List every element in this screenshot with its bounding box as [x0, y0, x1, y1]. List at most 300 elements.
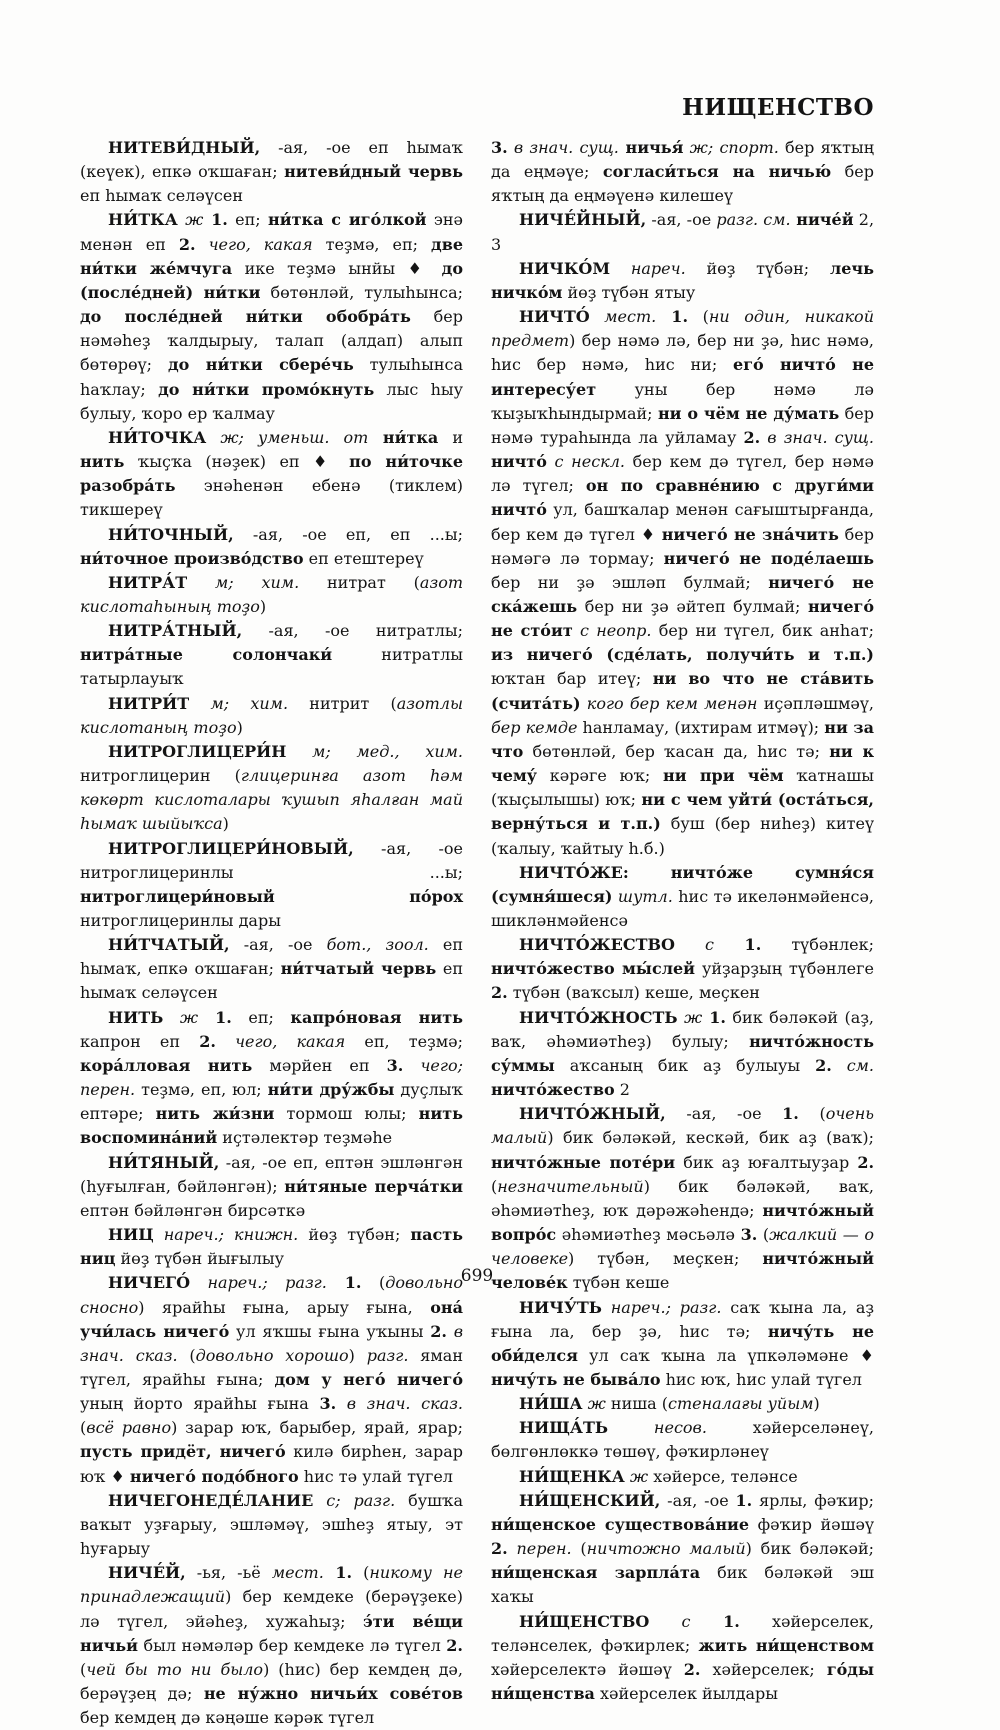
text-run: пусть придёт, ничего́ [80, 1442, 286, 1462]
text-run: 3. [386, 1055, 404, 1075]
text-run: нареч. [610, 258, 686, 278]
dictionary-entry [491, 257, 874, 305]
text-run: түбән кеше [567, 1273, 670, 1293]
text-run: энә менән еп [80, 210, 463, 254]
text-run: 2. [491, 983, 508, 1003]
text-run: ҡыҫҡа (нәҙек) еп ♦ [124, 452, 350, 472]
headword: НИТРОГЛИЦЕРИ́НОВЫЙ, [108, 838, 354, 858]
dictionary-entry [80, 933, 463, 1005]
text-run: с; разг. [313, 1490, 396, 1510]
text-run: капрон еп [80, 1031, 200, 1051]
text-run: -ая, -ое нитроглицеринлы ...ы; [80, 838, 463, 882]
text-run: нитроглицери́новый по́рох [80, 886, 463, 906]
text-run: две ни́тки же́мчуга [80, 234, 464, 278]
text-run: һис тә улай түгел [298, 1466, 453, 1486]
text-run: нареч.; книжн. [153, 1225, 299, 1245]
text-run: -ая, -ое нитратлы; [242, 621, 463, 641]
text-run: -ая, -ое [646, 210, 717, 230]
dictionary-entry [80, 1006, 463, 1151]
text-run: ничего́ не сто́ит [491, 596, 874, 641]
text-run: ) [259, 596, 267, 616]
text-run: ниша ( [605, 1394, 668, 1414]
dictionary-entry [491, 1489, 874, 1610]
dictionary-entry [491, 1465, 874, 1489]
text-run: разг. см. [716, 210, 791, 230]
text-run: ни о чём не ду́мать [657, 403, 840, 423]
text-run: уны бер нәмә лә ҡыҙыҡһындырмай; [491, 379, 874, 423]
dictionary-entry [80, 1271, 463, 1488]
text-run: ике теҙмә ынйы ♦ [232, 258, 442, 278]
text-run: см. [831, 1055, 875, 1075]
text-run: 1. [323, 1563, 353, 1583]
text-run: бер нәмәһеҙ ҡалдырыу, талап (алдап) алып бөтөрөү; [80, 307, 463, 375]
text-run: 2, 3 [491, 210, 875, 254]
headword: НИ́ТЧАТЫЙ, [108, 935, 230, 955]
headword: 3. [491, 138, 508, 157]
text-run: ул саҡ ҡына ла үпкәләмәне ♦ [577, 1345, 874, 1365]
text-run: бик бәләкәй эш хаҡы [491, 1563, 874, 1607]
headword: НИЧТО́ЖНОСТЬ [519, 1007, 678, 1027]
text-run: бөтөнләй, тулыһынса; [260, 282, 463, 302]
text-run: чей бы то ни было [86, 1659, 264, 1679]
headword: НИТРИ́Т [108, 693, 190, 713]
text-run: ж; уменьш. от [206, 427, 369, 447]
text-run: из ничего́ (сде́лать, получи́ть и т.п.) [491, 645, 874, 665]
text-run: -ая, -ое еп, ептән эшләнгән (һуғылған, бәйләнгән); [80, 1152, 463, 1196]
text-run: ) зарар юҡ, барыбер, ярай, ярар; [171, 1418, 463, 1438]
text-run: разг. [366, 1345, 409, 1365]
text-run: нареч.; разг. [190, 1273, 327, 1293]
text-run: әһәмиәтһеҙ мәсьәлә [556, 1225, 741, 1245]
text-run: 1. [326, 1273, 362, 1293]
text-run: в знач. сказ. [80, 1321, 464, 1365]
headword: НИЧКО́М [519, 258, 611, 278]
text-run: теҙмә, еп, юл; [135, 1080, 268, 1100]
text-run: -ая, -ое еп һымаҡ (кеүек), епкә оҡшаған; [80, 138, 463, 182]
headword: НИЦ [108, 1225, 154, 1245]
text-run: 2. [857, 1152, 875, 1172]
headword: НИТЬ [108, 1007, 164, 1027]
text-run: ) [348, 1345, 367, 1365]
text-run: дуҫлыҡ ептәре; [80, 1080, 464, 1124]
text-run: го́ды ни́щенства [491, 1659, 874, 1703]
running-head: НИЩЕНСТВО [682, 94, 874, 121]
text-run: бер ни ҙә эшләп булмай; [491, 572, 769, 592]
text-run: ничтожно малый [586, 1539, 746, 1559]
headword: НИЧЕ́Й, [108, 1563, 186, 1583]
text-run: буш (бер ниһеҙ) китеү (ҡалыу, ҡайтыу һ.б.) [491, 814, 874, 858]
headword: НИТРА́ТНЫЙ, [108, 621, 243, 641]
text-run: бер яҡтың да еңмәүе; [491, 138, 874, 182]
text-run: бик аҙ юғалтыуҙар [675, 1152, 858, 1172]
text-run: энәһенән ебенә (тиклем) тикшереү [80, 476, 463, 520]
text-run: глицеринға азот һәм көкөрт кислоталары ҡушып яһалған май һымаҡ шыйыҡса [80, 766, 464, 834]
headword: НИЧТО́ЖНЫЙ, [519, 1104, 666, 1124]
text-run: еп етештереү [303, 548, 424, 568]
text-run: ни один, никакой предмет [491, 307, 874, 351]
text-run: -ая, -ое [665, 1104, 783, 1124]
text-run: бөтөнләй, бер ҡасан да, һис тә; [523, 741, 830, 761]
text-run: тулыһынса һаҡлау; [80, 355, 464, 399]
text-run: бот., зоол. [326, 935, 429, 955]
text-run: она́ учи́лась ничего́ [80, 1297, 463, 1341]
dictionary-entry [491, 136, 874, 208]
text-run: нитрат ( [299, 572, 420, 592]
text-run: йөҙ түбән; [685, 258, 830, 278]
text-run: в знач. сущ. [760, 427, 874, 447]
text-run: он по сравне́нию с други́ми ничто́ [491, 476, 875, 520]
text-run: ничего́ не зна́чить [661, 524, 839, 544]
text-run: хәйерселек, теләнселек, фәҡирлек; [491, 1611, 875, 1655]
text-run: хәйерсе, теләнсе [648, 1466, 798, 1486]
text-run: бер нәмә тураһында ла уйламау [491, 403, 875, 447]
text-run: перен. [507, 1539, 572, 1559]
headword: НИТРОГЛИЦЕРИ́Н [108, 741, 287, 761]
text-run: ( [177, 1345, 196, 1365]
text-run: бер нәмәгә лә тормау; [491, 524, 874, 568]
text-run: 1. [690, 1611, 740, 1631]
text-run: уның йорто ярайһы ғына [80, 1394, 320, 1414]
text-run: 2. [743, 427, 761, 447]
text-run: -ья, -ьё [185, 1563, 272, 1583]
text-run: ни́тка с иго́лкой [268, 210, 427, 230]
dictionary-entry [80, 1489, 463, 1561]
text-run: ж [582, 1394, 606, 1414]
text-run: нитратлы татырлауыҡ [80, 645, 463, 689]
text-run: -ая, -ое [660, 1490, 736, 1510]
text-run: килә бирһен, зарар юҡ ♦ [80, 1442, 463, 1486]
dictionary-entry [491, 1006, 874, 1103]
text-run: в знач. сущ. [507, 138, 619, 157]
dictionary-entry [80, 619, 463, 691]
text-run: нитеви́дный червь [284, 162, 464, 182]
dictionary-entry [491, 1296, 874, 1393]
text-run: лыс һыу булыу, ҡоро ер ҡалмау [80, 379, 464, 423]
dictionary-entry [491, 305, 874, 861]
text-run: саҡ ҡына ла, аҙ ғына ла, бер ҙә, һис тә; [491, 1297, 874, 1341]
headword: НИЩА́ТЬ [519, 1418, 609, 1438]
headword: НИЧЕГОНЕДЕ́ЛАНИЕ [108, 1490, 314, 1510]
text-run: мест. [271, 1563, 324, 1583]
text-run: һис юҡ, һис улай түгел [660, 1369, 862, 1389]
text-run: ) [813, 1394, 820, 1414]
text-run: 2. [683, 1659, 701, 1679]
text-run: 2. [815, 1055, 832, 1075]
dictionary-entry [80, 1561, 463, 1730]
dictionary-entry [80, 571, 463, 619]
text-run: -ая, -ое [229, 935, 327, 955]
text-run: ( [571, 1539, 587, 1559]
text-run: нареч.; разг. [601, 1297, 722, 1317]
text-run: бик бәләкәй (аҙ, ваҡ, әһәмиәтһеҙ) булыу; [491, 1007, 874, 1051]
text-run: ( [757, 1225, 770, 1245]
headword: НИЧТО́ [519, 307, 590, 327]
text-run: жалкий — о человеке [491, 1225, 874, 1269]
text-run: ул, башҡалар менән сағыштырғанда, бер кем дә түгел ♦ [491, 500, 874, 544]
text-run: фәҡир йәшәү [749, 1514, 874, 1534]
text-run: ниче́й [790, 210, 854, 230]
text-run: ничто́жество [491, 1080, 615, 1100]
text-run: чего, какая [215, 1031, 346, 1051]
column-left [80, 136, 463, 1730]
text-run: нить [80, 452, 125, 472]
text-run: кәрәге юҡ; [537, 766, 664, 786]
dictionary-entry [80, 692, 463, 740]
dictionary-entry [491, 861, 874, 933]
text-run: ж [163, 1007, 199, 1027]
text-run: ничего́ не ска́жешь [491, 572, 874, 616]
text-run: 1. [714, 935, 762, 955]
text-columns [80, 136, 874, 1730]
text-run: ) (һис) бер кемдең дә, берәүҙең дә; [80, 1659, 463, 1703]
text-run: ничего́ не поде́лаешь [663, 548, 874, 568]
text-run: ( [688, 307, 709, 327]
text-run: ж; спорт. [683, 138, 779, 157]
headword: НИ́ЩЕНСТВО [519, 1611, 650, 1631]
text-run: ничто́жество мы́слей [491, 959, 696, 979]
text-run: юҡтан бар итеү; [491, 669, 653, 689]
headword: НИ́ТКА [108, 210, 178, 230]
text-run: ) бик бәләкәй; [745, 1539, 875, 1559]
text-run: 1. [735, 1490, 753, 1510]
text-run: хәйерселек; [700, 1659, 827, 1679]
text-run: ни́тка [368, 427, 439, 447]
text-run: ептән бәйләнгән бирсәткә [80, 1200, 306, 1220]
text-run: нитра́тные солончаки́ [80, 645, 333, 665]
text-run: ничто́ [491, 452, 547, 472]
text-run: ж [177, 210, 204, 230]
headword: НИ́ТОЧКА [108, 427, 207, 447]
text-run: жить ни́щенством [698, 1635, 875, 1655]
text-run: нитроглицерин ( [80, 766, 241, 786]
text-run: 1. [656, 307, 689, 327]
text-run: аҡсаның бик аҙ булыуы [554, 1055, 816, 1075]
dictionary-entry [80, 136, 463, 208]
dictionary-entry [80, 1151, 463, 1223]
text-run: ничто́жность су́ммы [491, 1031, 874, 1075]
text-run: яман түгел, ярайһы ғына; [80, 1345, 463, 1389]
text-run: 1. [782, 1104, 799, 1124]
dictionary-entry [80, 837, 463, 934]
text-run: 2 [614, 1080, 630, 1100]
text-run: чего, какая [195, 234, 313, 254]
text-run: ж [677, 1007, 703, 1027]
dictionary-entry [491, 1416, 874, 1464]
text-run: ничу́ть не оби́делся [491, 1321, 874, 1365]
text-run: ( [491, 1176, 498, 1196]
text-run: несов. [608, 1418, 707, 1438]
text-run: хәйерселәнеү, бөлгөнлөккә төшөү, фәҡирләнеү [491, 1418, 874, 1462]
text-run: дом у него́ ничего́ [274, 1369, 464, 1389]
text-run: стеналағы уйым [668, 1394, 814, 1414]
text-run: ни́ти дру́жбы [267, 1080, 395, 1100]
text-run: и [438, 427, 463, 447]
text-run: ) [222, 814, 229, 834]
text-run: һанламау, (ихтирам итмәү); [577, 717, 825, 737]
dictionary-entry [491, 933, 874, 1005]
headword: НИ́ША [519, 1394, 583, 1414]
text-run: ( [80, 1659, 87, 1679]
text-run: не ну́жно ничьи́х сове́тов [203, 1684, 464, 1703]
text-run: бушҡа ваҡыт уҙғарыу, эшләмәү, эшһеҙ ятыу, эт һуғарыу [80, 1490, 464, 1559]
headword: НИ́ЩЕНСКИЙ, [519, 1490, 661, 1510]
text-run: азотлы кислотаның тоҙо [80, 693, 463, 737]
text-run: йөҙ түбән йығылыу [115, 1249, 285, 1269]
text-run: ничто́жные поте́ри [491, 1152, 676, 1172]
text-run: с неопр. [572, 621, 652, 641]
text-run: ни́точное произво́дство [80, 548, 304, 568]
text-run: 3. [319, 1394, 337, 1414]
text-run: еп һымаҡ селәүсен [80, 959, 464, 1003]
text-run: 3. [740, 1225, 758, 1245]
text-run: ж [624, 1466, 649, 1486]
text-run: с нескл. [546, 452, 625, 472]
text-run: еп һымаҡ селәүсен [80, 186, 243, 206]
text-run: 1. [198, 1007, 232, 1027]
text-run: до (после́дней) ни́тки [80, 258, 463, 302]
headword: НИ́ТОЧНЫЙ, [108, 524, 234, 544]
text-run: азот кислотаһының тоҙо [80, 572, 463, 616]
text-run: э́ти ве́щи ничьи́ [80, 1611, 463, 1655]
text-run: нить жи́зни [155, 1104, 275, 1124]
text-run: ( [80, 1418, 87, 1438]
text-run: 2. [430, 1321, 447, 1341]
text-run: ни за что [491, 717, 875, 761]
headword: НИЧТО́ЖЕ: ничто́же сумня́ся (сумня́шеся) [491, 862, 874, 906]
text-run: уйҙарҙың түбәнлеге [695, 959, 874, 979]
text-run: ҡатнашы (ҡыҫылышы) юҡ; [491, 766, 874, 810]
text-run: ул яҡшы ғына уҡыны [229, 1321, 431, 1341]
text-run: кого бер кем менән [580, 693, 758, 713]
text-run: очень малый [491, 1104, 875, 1148]
text-run: чего; перен. [80, 1055, 463, 1100]
dictionary-entry [80, 523, 463, 571]
text-run: ничто́жный вопро́с [491, 1200, 874, 1245]
column-right [491, 136, 874, 1730]
text-run: бер ни ҙә әйтеп булмай; [577, 596, 809, 616]
text-run: ничего́ подо́бного [129, 1466, 299, 1486]
text-run: довольно хорошо [195, 1345, 349, 1365]
text-run: хәйерселектә йәшәү [491, 1659, 684, 1679]
text-run: шутл. [612, 886, 673, 906]
text-run: всё равно [86, 1418, 172, 1438]
text-run: һис тә икеләнмәйенсә, шикләнмәйенсә [491, 886, 874, 930]
text-run: ни с чем уйти́ (оста́ться, верну́ться и т.п.) [491, 790, 874, 834]
text-run: еп һымаҡ, епкә оҡшаған; [80, 935, 464, 979]
text-run: 2. [199, 1031, 216, 1051]
text-run: 1. [702, 1007, 726, 1027]
text-run: м; хим. [187, 572, 300, 592]
text-run: ничу́ть не быва́ло [491, 1369, 661, 1389]
text-run: ) бик бәләкәй, ваҡ, әһәмиәтһеҙ, юҡ дәрәжәһендә; [491, 1176, 874, 1220]
dictionary-entry [491, 1610, 874, 1707]
text-run: незначительный [497, 1176, 644, 1196]
text-run: кора́лловая нить [80, 1055, 253, 1075]
text-run: ни во что не ста́вить (счита́ть) [491, 669, 874, 713]
headword: НИ́ТЯНЫЙ, [108, 1152, 220, 1172]
text-run: довольно сносно [80, 1273, 463, 1317]
text-run: ) [236, 717, 243, 737]
text-run: с [674, 935, 715, 955]
text-run: с [649, 1611, 691, 1631]
text-run: ни при чём [663, 766, 784, 786]
text-run: ( [352, 1563, 370, 1583]
text-run: согласи́ться на ничью́ [602, 162, 832, 182]
text-run: ни к чему́ [491, 741, 875, 786]
text-run: никому не принадлежащий [80, 1563, 464, 1607]
dictionary-entry [491, 1392, 874, 1416]
text-run: мәрйен еп [252, 1055, 387, 1075]
text-run: бер кем дә түгел, бер нәмә лә түгел; [491, 452, 874, 496]
text-run: ) бер нәмә лә, бер ни ҙә, һис нәмә, һис бер нәмә, һис ни; [491, 331, 874, 375]
text-run: бер яҡтың да еңмәүенә килешеү [491, 162, 875, 206]
text-run: йөҙ түбән ятыу [562, 282, 696, 302]
dictionary-entry [80, 1223, 463, 1271]
text-run: -ая, -ое еп, еп ...ы; [233, 524, 463, 544]
headword: НИЧЕГО́ [108, 1273, 191, 1293]
headword: НИЧТО́ЖЕСТВО [519, 935, 675, 955]
text-run: 2. [446, 1635, 463, 1655]
text-run: теҙмә, еп; [312, 234, 432, 254]
text-run: капро́новая нить [290, 1007, 463, 1027]
text-run: был нәмәләр бер кемдеке лә түгел [138, 1635, 447, 1655]
headword: НИЧУ́ТЬ [519, 1297, 602, 1317]
text-run: до после́дней ни́тки обобра́ть [80, 307, 411, 327]
dictionary-entry [491, 208, 874, 256]
text-run: м; хим. [189, 693, 289, 713]
headword: НИТРА́Т [108, 572, 188, 592]
text-run: еп, теҙмә; [345, 1031, 464, 1051]
text-run: түбән (ваҡсыл) кеше, меҫкен [507, 983, 760, 1003]
text-run: ни́щенское существова́ние [491, 1514, 750, 1534]
text-run: түбәнлек; [761, 935, 875, 955]
text-run: тормош юлы; [274, 1104, 419, 1124]
text-run: йөҙ түбән; [298, 1225, 411, 1245]
text-run: бер кемдең дә кәңәше кәрәк түгел [80, 1708, 375, 1728]
text-run: нитрит ( [288, 693, 397, 713]
text-run: ) ярайһы ғына, арыу ғына, [138, 1297, 431, 1317]
text-run: ни́щенская зарпла́та [491, 1563, 701, 1583]
text-run: нитроглицеринлы дары [80, 911, 281, 930]
text-run: ) бик бәләкәй, кескәй, бик аҙ (ваҡ); [547, 1128, 874, 1148]
text-run: его́ ничто́ не интересу́ет [491, 355, 875, 399]
headword: НИ́ЩЕНКА [519, 1466, 625, 1486]
headword: НИТЕВИ́ДНЫЙ, [108, 138, 261, 157]
dictionary-entry [80, 426, 463, 523]
dictionary-entry [80, 740, 463, 837]
text-run: иҫтәлектәр теҙмәһе [217, 1128, 393, 1148]
text-run: нить воспомина́ний [80, 1104, 464, 1148]
text-run: бер ни түгел, бик анһат; [651, 621, 875, 641]
text-run: иҫәпләшмәү, [757, 693, 875, 713]
text-run: пасть ниц [80, 1225, 464, 1269]
page-number: 699 [460, 1266, 494, 1286]
text-run: ( [798, 1104, 826, 1124]
text-run: м; мед., хим. [286, 741, 463, 761]
text-run: 1. [203, 210, 228, 230]
text-run: ничто́жный челове́к [491, 1249, 874, 1293]
text-run: по ни́точке разобра́ть [80, 452, 464, 496]
text-run: лечь ничко́м [491, 258, 874, 302]
text-run: ) түбән, меҫкен; [568, 1249, 763, 1269]
text-run: еп; [227, 210, 269, 230]
text-run: ничья́ [618, 138, 684, 157]
text-run: до ни́тки сбере́чь [168, 355, 354, 375]
headword: НИЧЕ́ЙНЫЙ, [519, 210, 647, 230]
text-run: в знач. сказ. [336, 1394, 464, 1414]
text-run: ( [361, 1273, 386, 1293]
text-run: мест. [589, 307, 657, 327]
